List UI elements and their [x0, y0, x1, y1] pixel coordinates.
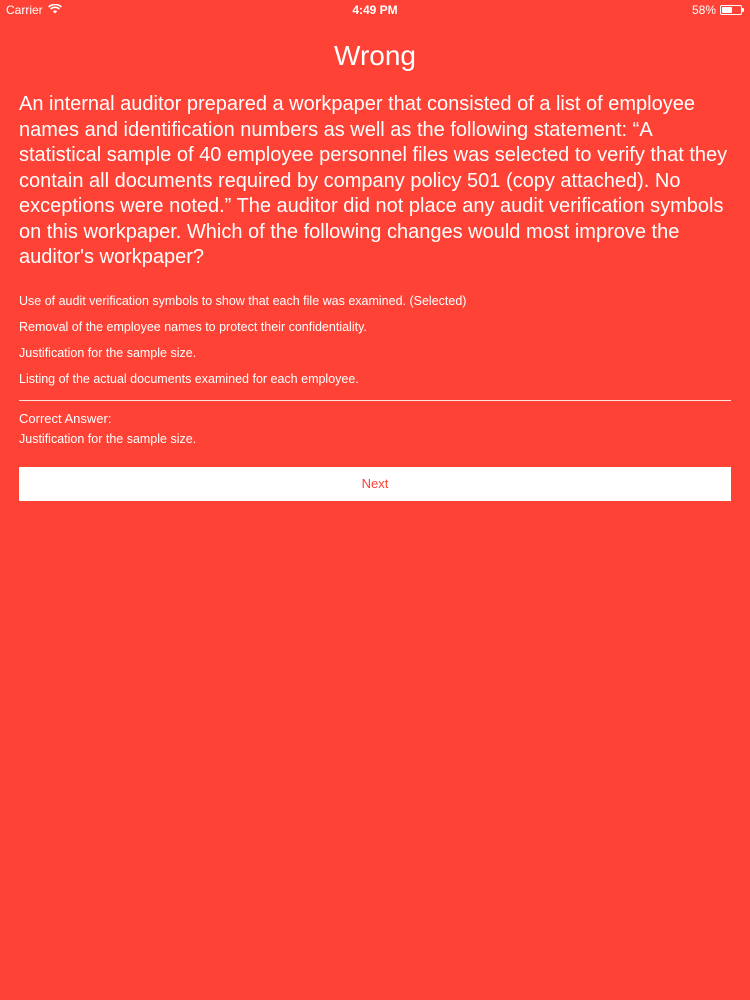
battery-percent: 58%: [691, 3, 716, 17]
battery-icon: [720, 5, 742, 15]
answer-option-3[interactable]: Justification for the sample size.: [19, 346, 197, 360]
status-right: [692, 3, 742, 17]
answer-option-2[interactable]: Removal of the employee names to protect their confidentiality.: [19, 320, 367, 334]
correct-answer-value: Justification for the sample size.: [19, 432, 197, 446]
divider: [19, 400, 731, 401]
carrier-label: Carrier: [6, 3, 43, 17]
answer-options: [19, 291, 731, 395]
question-text: An internal auditor prepared a workpaper that consisted of a list of employee names and identification numbers as well as the following statement: “A statistical sample of 40 employee personnel files was selected to verify that they contain all documents required by company policy 501 (copy attached). No exceptions were noted.” The auditor did not place any audit verification symbols on this workpaper. Which of the following changes would most improve the auditor's workpaper?: [19, 93, 728, 268]
next-button[interactable]: Next: [19, 467, 731, 501]
answer-option-4[interactable]: Listing of the actual documents examined for each employee.: [19, 372, 359, 386]
answer-option-1[interactable]: Use of audit verification symbols to show that each file was examined. (Selected): [19, 294, 467, 308]
correct-answer-label: Correct Answer:: [19, 411, 112, 426]
status-time: 4:49 PM: [352, 3, 398, 17]
result-title: Wrong: [334, 40, 416, 71]
status-bar: [0, 0, 750, 20]
battery-level: [722, 7, 732, 13]
